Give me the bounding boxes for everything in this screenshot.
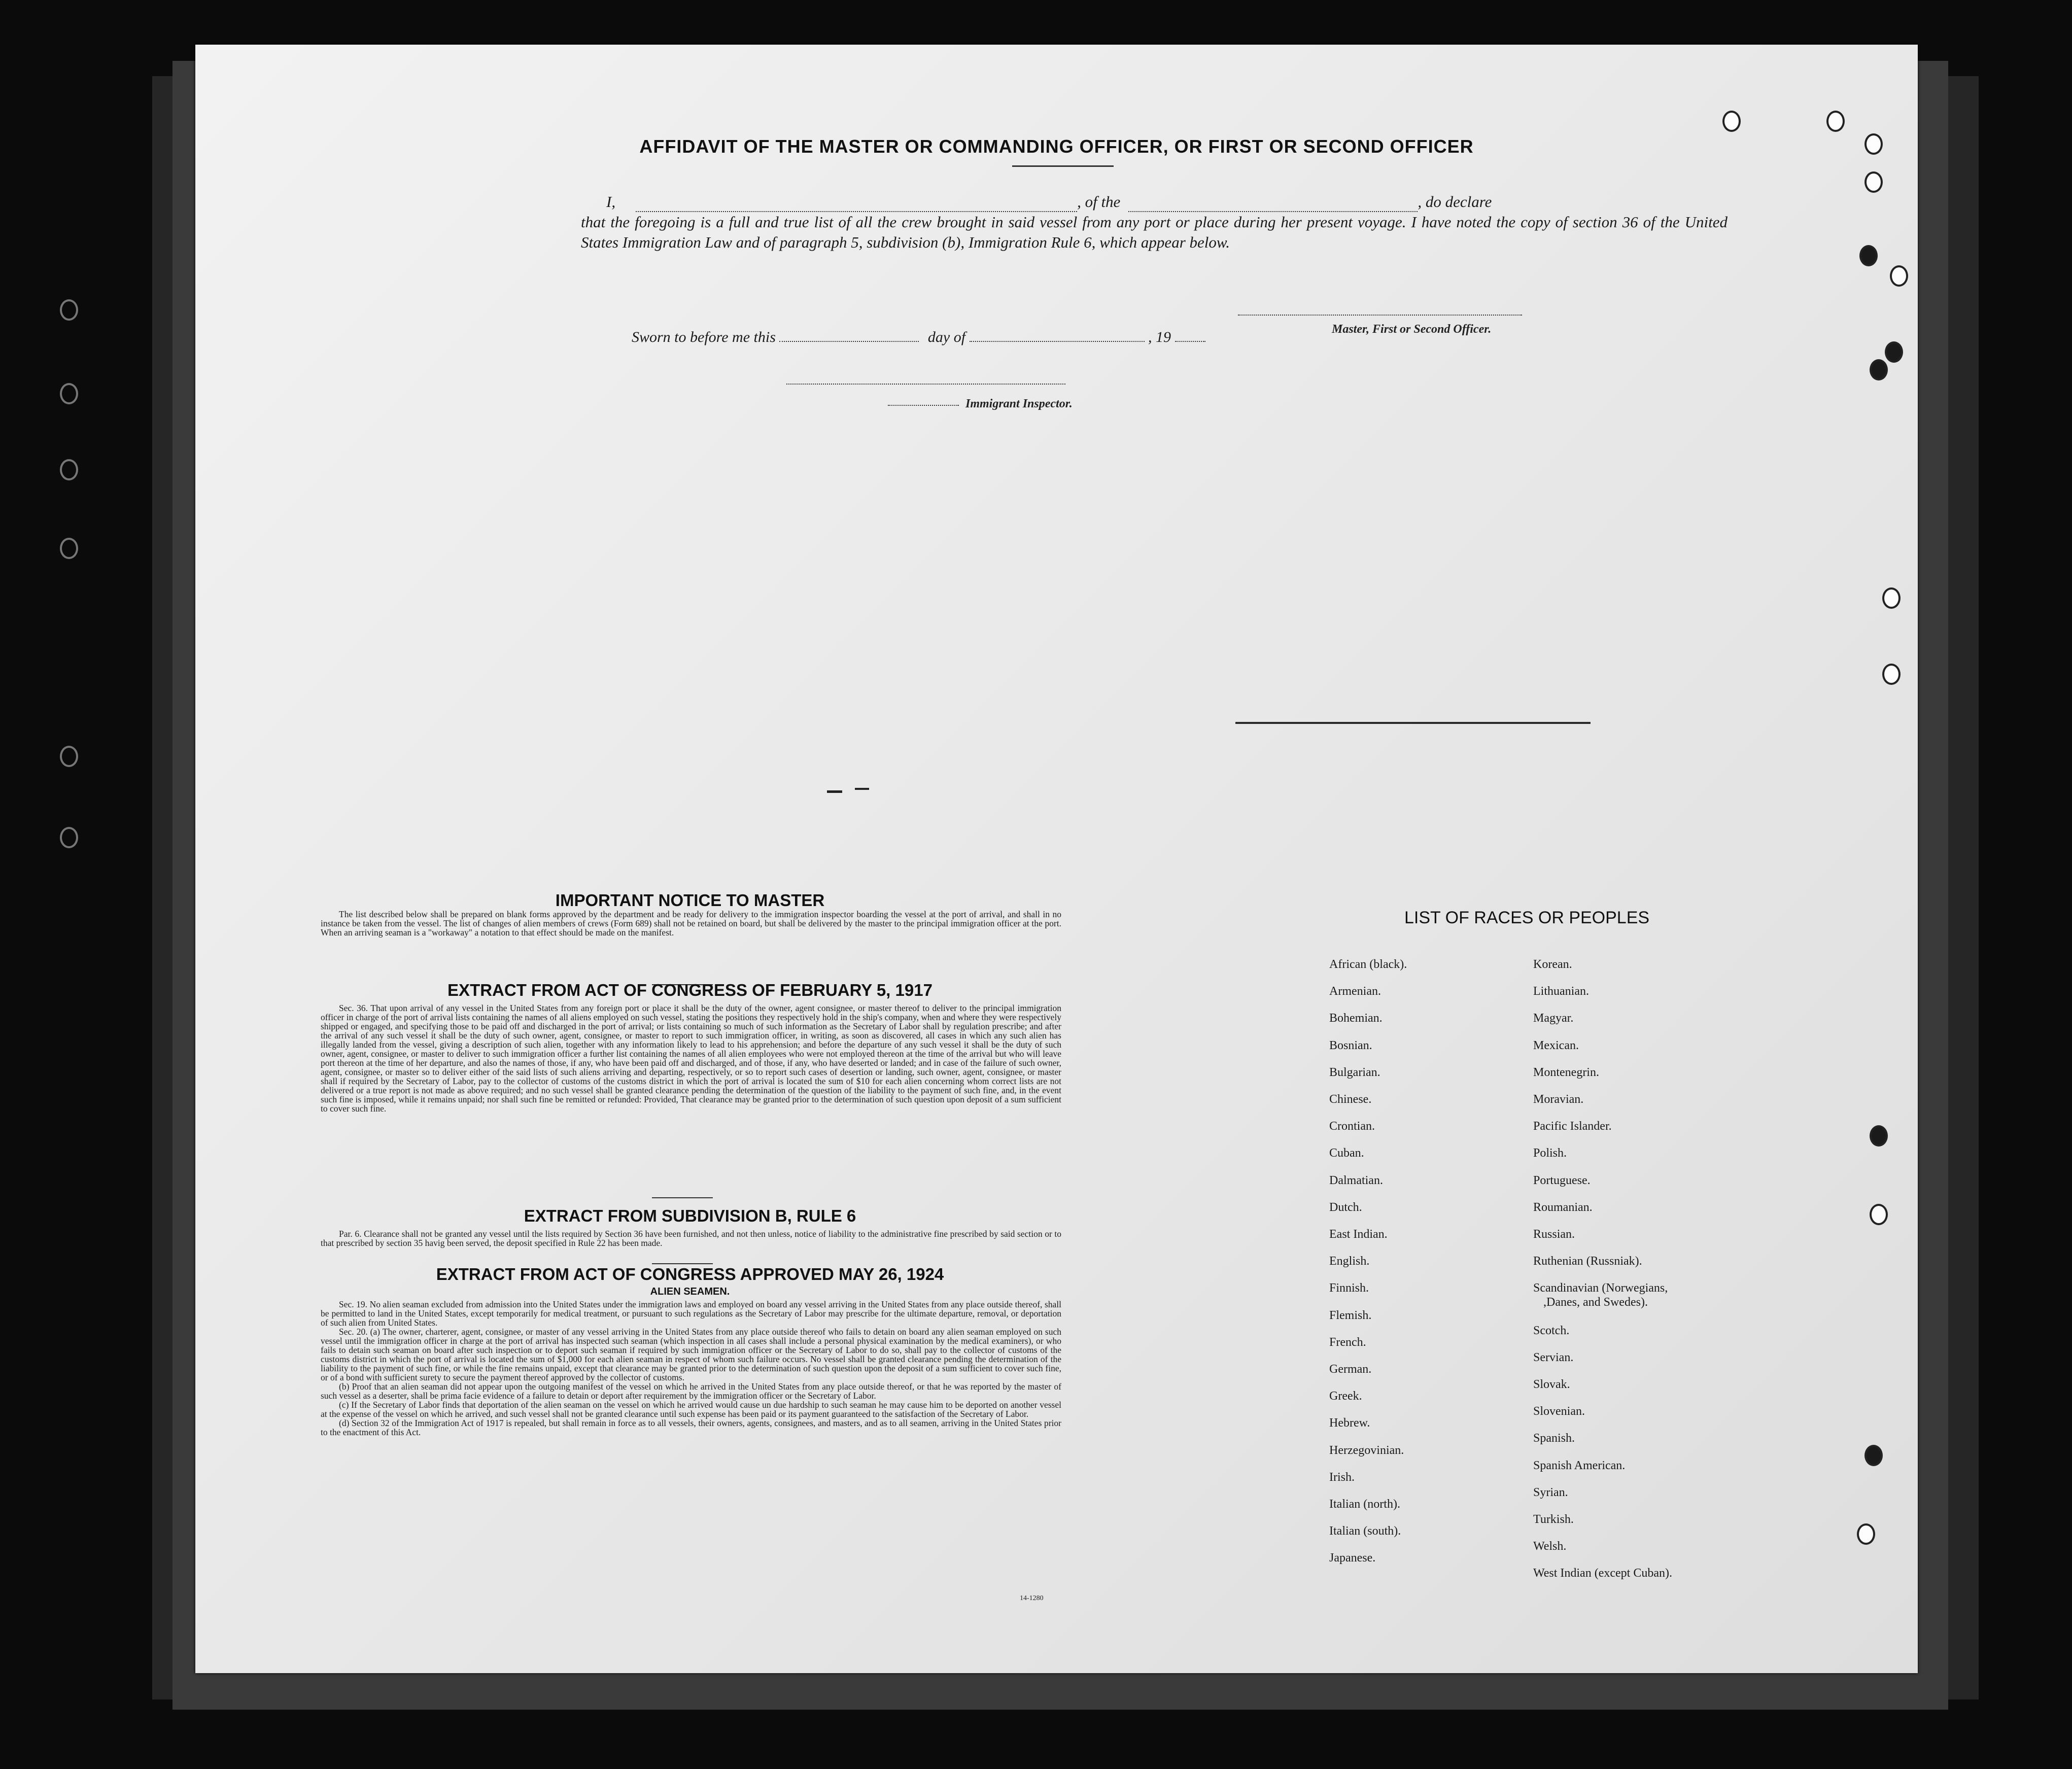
extract-1924-paragraph: Sec. 20. (a) The owner, charterer, agent, consignee, or master of any vessel arriving in the United States from any place outside thereof who fails to detain on board any alien seaman employed on such vessel until the immigration officer in charge at the port of arrival has inspected such seaman (which inspection in all cases shall include a personal physical examination by the medical examiners), or who fails to detain such seaman on board after such inspection or to deport such seaman if required by such immigration officer or the Secretary of Labor to do so, shall pay to the collector of customs of the customs district in which the port of arrival is located the sum of $1,000 for each alien seaman in respect of whom such failure occurs. No vessel shall be granted clearance pending the determination of the liability to the payment of such fine, or while the fine remains unpaid, except that clearance may be granted prior to the determination of such question upon the deposit of a sum sufficient to cover such fine, or of a bond with sufficient surety to secure the payment thereof approved by the collector of customs. <box>321 1327 1061 1382</box>
extract-rule6-title: EXTRACT FROM SUBDIVISION B, RULE 6 <box>524 1206 856 1225</box>
race-item: Irish. <box>1329 1470 1355 1484</box>
race-item: Portuguese. <box>1533 1173 1591 1187</box>
race-item: Flemish. <box>1329 1308 1372 1322</box>
notice-title: IMPORTANT NOTICE TO MASTER <box>555 891 825 910</box>
race-item: Scandinavian (Norwegians, <box>1533 1281 1668 1295</box>
extract-1917-paragraph: Sec. 36. That upon arrival of any vessel in the United States from any foreign port or place it shall be the duty of the owner, agent consignee, or master thereof to deliver to the principal immigration officer in charge of the port of arrival lists containing the names of all aliens employed on such vessel, stating the positions they respectively hold in the ship's company, when and where they were respectively shipped or engaged, and specifying those to be paid off and discharged in the port of arrival; or lists containing so much of such information as the Secretary of Labor shall by regulation prescribe; and after the arrival of any such vessel it shall be the duty of such owner, agent, consignee, or master to report to such immigration officer, in writing, as soon as discovered, all cases in which any such alien has illegally landed from the vessel, giving a description of such alien, together with any information likely to lead to his apprehension; and before the departure of any such vessel it shall be the duty of such owner, agent, consignee, or master to deliver to such immigration officer a further list containing the names of all alien employees who were not employed thereon at the time of the arrival but who will leave port thereon at the time of her departure, and also the names of those, if any, who have been paid off and discharged, and of those, if any, who have deserted or landed; and in case of the failure of such owner, agent, consignee, or master so to deliver either of the said lists of such aliens arriving and departing, respectively, or so to report such cases of desertion or landing, such owner, agent, consignee, or master shall if required by the Secretary of Labor, pay to the collector of customs of the customs district in which the port of arrival is located the sum of $10 for each alien concerning whom correct lists are not delivered or a true report is not made as above required; and no such vessel shall be granted clearance pending the determination of the question of the liability to the payment of such fine, and, in the event such fine is imposed, while it remains unpaid; nor shall such fine be remitted or refunded: Provided, That clearance may be granted prior to the determination of such question upon deposit of a sum sufficient to cover such fine. <box>321 1003 1061 1114</box>
race-item: Magyar. <box>1533 1012 1574 1025</box>
punch-hole <box>1857 1523 1875 1545</box>
punch-hole <box>1890 265 1908 287</box>
notice-paragraph: The list described below shall be prepared on blank forms approved by the department and be ready for delivery to the immigration inspector boarding the vessel at the port of arrival, and shall in no instance be taken from the vessel. The list of changes of alien members of crews (Form 689) shall not be retained on board, but shall be delivered by the master to the principal immigration officer at the port. When an arriving seaman is a "workaway" a notation to that effect should be made on the manifest. <box>321 909 1061 938</box>
race-item: Pacific Islander. <box>1533 1120 1612 1133</box>
race-item: Bosnian. <box>1329 1038 1372 1052</box>
punch-hole <box>1826 111 1845 132</box>
race-item: Slovak. <box>1533 1378 1570 1391</box>
form-page <box>195 45 1918 1673</box>
race-item: Italian (south). <box>1329 1524 1401 1538</box>
race-item: Crontian. <box>1329 1120 1375 1133</box>
race-item: Slovenian. <box>1533 1405 1585 1418</box>
scan-mark <box>827 790 842 793</box>
extract-1917-title: EXTRACT FROM ACT OF CONGRESS OF FEBRUARY 5, 1917 <box>447 981 933 999</box>
race-item: Italian (north). <box>1329 1498 1400 1511</box>
race-item: Scotch. <box>1533 1324 1570 1337</box>
title-rule <box>1012 165 1114 167</box>
binder-hole <box>60 746 78 767</box>
race-item: Spanish American. <box>1533 1459 1626 1472</box>
race-item: Syrian. <box>1533 1485 1568 1499</box>
master-label: Master, First or Second Officer. <box>1332 323 1492 336</box>
sworn-line <box>632 329 1205 346</box>
declaration-do-declare: , do declare <box>1418 193 1492 211</box>
race-item: Mexican. <box>1533 1038 1579 1052</box>
race-item: Cuban. <box>1329 1147 1364 1160</box>
punch-hole <box>1870 1125 1888 1147</box>
punch-hole <box>1870 1204 1888 1225</box>
binder-hole <box>60 299 78 321</box>
race-item: Herzegovinian. <box>1329 1443 1404 1457</box>
declaration-text <box>581 192 1728 253</box>
race-item: Welsh. <box>1533 1540 1567 1553</box>
notice-body <box>321 910 1061 937</box>
scan-mark <box>1235 722 1591 724</box>
binder-hole <box>60 383 78 404</box>
race-item: German. <box>1329 1363 1372 1376</box>
section-rule <box>652 1263 713 1264</box>
sworn-month-blank <box>970 341 1145 342</box>
race-item: Roumanian. <box>1533 1200 1593 1214</box>
extract-1924-title: EXTRACT FROM ACT OF CONGRESS APPROVED MAY 26, 1924 <box>436 1265 944 1284</box>
race-item: Russian. <box>1533 1228 1575 1241</box>
punch-hole <box>1882 587 1901 609</box>
race-item: French. <box>1329 1335 1366 1349</box>
punch-hole <box>1882 664 1901 685</box>
race-item: Greek. <box>1329 1390 1362 1403</box>
extract-1917-body <box>321 1003 1061 1113</box>
declaration-of-the: , of the <box>1077 193 1121 211</box>
race-item: Turkish. <box>1533 1513 1574 1526</box>
punch-hole <box>1864 171 1883 193</box>
race-item: Hebrew. <box>1329 1416 1370 1430</box>
race-item: Finnish. <box>1329 1281 1369 1295</box>
race-item: Bulgarian. <box>1329 1065 1380 1079</box>
punch-hole <box>1885 341 1903 363</box>
sworn-prefix: Sworn to before me this <box>632 329 776 345</box>
binder-hole <box>60 459 78 480</box>
race-item: Armenian. <box>1329 985 1381 998</box>
race-item: Moravian. <box>1533 1093 1584 1106</box>
sworn-day: day of <box>927 329 966 345</box>
punch-hole <box>1859 245 1878 266</box>
extract-1924-paragraph: (b) Proof that an alien seaman did not appear upon the outgoing manifest of the vessel on which he arrived in the United States from any place outside thereof, or that he was reported by the master of such vessel as a deserter, shall be prima facie evidence of a failure to detain or deport after requirement by the immigration officer or the Secretary of Labor. <box>321 1381 1061 1401</box>
binder-hole <box>60 538 78 559</box>
race-item: West Indian (except Cuban). <box>1533 1567 1672 1580</box>
race-item: Servian. <box>1533 1350 1574 1364</box>
race-item: African (black). <box>1329 958 1407 971</box>
affidavit-title: AFFIDAVIT OF THE MASTER OR COMMANDING OFFICER, OR FIRST OR SECOND OFFICER <box>639 136 1474 157</box>
extract-1924-paragraph: (d) Section 32 of the Immigration Act of 1917 is repealed, but shall remain in force as to all vessels, their owners, agents, consignees, and masters, and as to all seamen, arriving in the United States prior to the enactment of this Act. <box>321 1418 1061 1437</box>
inspector-signature-line-short <box>888 405 959 406</box>
extract-1924-subtitle: ALIEN SEAMEN. <box>650 1286 730 1297</box>
extract-1924-body <box>321 1300 1061 1437</box>
race-item: Korean. <box>1533 958 1572 971</box>
extract-rule6-paragraph: Par. 6. Clearance shall not be granted any vessel until the lists required by Section 36 have been furnished, and not then unless, notice of liability to the administrative fine prescribed by said section or to that prescribed by section 35 havig been served, the deposit specified in Rule 22 has been made. <box>321 1229 1061 1248</box>
sworn-year: , 19 <box>1148 329 1171 345</box>
punch-hole <box>1864 1445 1883 1466</box>
race-item: Montenegrin. <box>1533 1065 1599 1079</box>
race-item: Lithuanian. <box>1533 985 1589 998</box>
punch-hole <box>1722 111 1741 132</box>
race-item: ,Danes, and Swedes). <box>1543 1296 1648 1309</box>
race-item: Polish. <box>1533 1147 1567 1160</box>
extract-1924-paragraph: Sec. 19. No alien seaman excluded from admission into the United States under the immigration laws and employed on board any vessel arriving in the United States from any place outside thereof, shall be permitted to land in the United States, except temporarily for medical treatment, or pursuant to such regulations as the Secretary of Labor may prescribe for the ultimate departure, removal, or deportation of such alien from United States. <box>321 1299 1061 1328</box>
declaration-i: I, <box>606 193 616 211</box>
declaration-body: that the foregoing is a full and true list of all the crew brought in said vessel from any port or place during her present voyage. I have noted the copy of section 36 of the United States Immigration Law and of paragraph 5, subdivision (b), Immigration Rule 6, which appear below. <box>581 213 1728 251</box>
section-rule <box>652 1197 713 1198</box>
scan-mark <box>855 788 869 790</box>
race-item: Dalmatian. <box>1329 1173 1383 1187</box>
race-item: English. <box>1329 1255 1370 1268</box>
extract-rule6-body <box>321 1229 1061 1247</box>
inspector-signature-line <box>786 384 1065 385</box>
master-signature-line <box>1238 315 1522 316</box>
binder-hole <box>60 827 78 848</box>
race-item: Ruthenian (Russniak). <box>1533 1255 1642 1268</box>
sworn-date-blank <box>779 341 919 342</box>
race-item: Spanish. <box>1533 1432 1575 1445</box>
race-item: Japanese. <box>1329 1551 1376 1565</box>
race-item: Chinese. <box>1329 1093 1372 1106</box>
extract-1924-paragraph: (c) If the Secretary of Labor finds that deportation of the alien seaman on the vessel on which he arrived would cause un due hardship to such seaman he may cause him to be deported on another vessel at the expense of the vessel on which he arrived, and such vessel shall not be granted clearance until such expense has been paid or its payment guaranteed to the satisfaction of the Secretary of Labor. <box>321 1400 1061 1419</box>
race-item: Dutch. <box>1329 1200 1362 1214</box>
race-item: Bohemian. <box>1329 1012 1383 1025</box>
sworn-year-blank <box>1175 341 1205 342</box>
race-item: East Indian. <box>1329 1228 1388 1241</box>
races-title: LIST OF RACES OR PEOPLES <box>1404 908 1650 927</box>
inspector-label: Immigrant Inspector. <box>965 397 1073 410</box>
punch-hole <box>1870 359 1888 380</box>
form-number: 14-1280 <box>1020 1594 1044 1602</box>
